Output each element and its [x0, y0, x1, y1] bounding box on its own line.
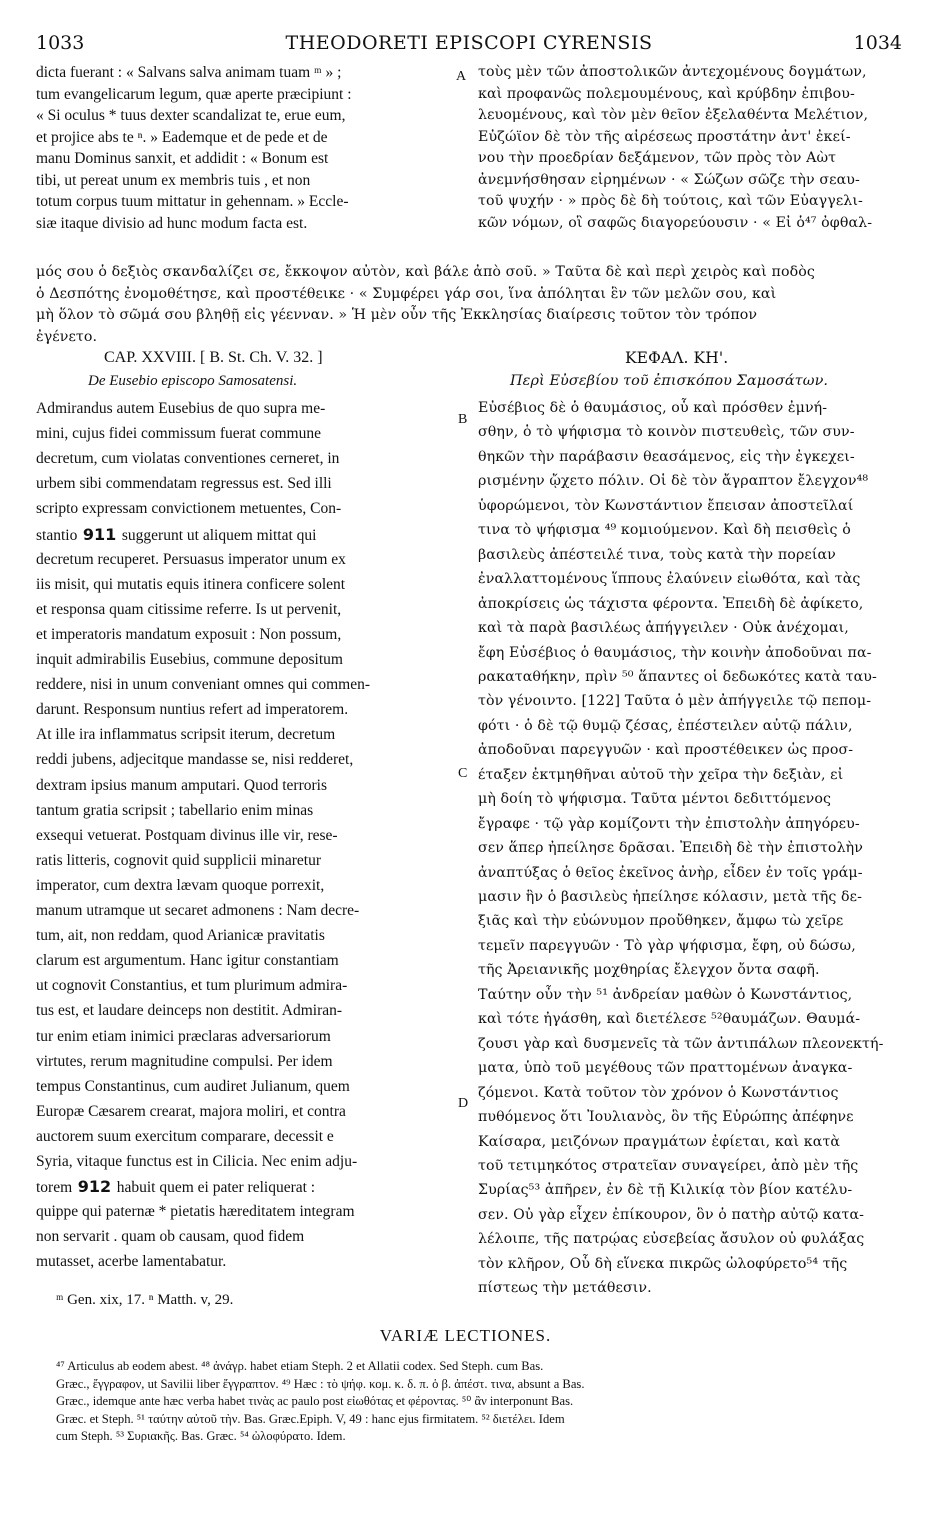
latin-line: dicta fuerant : « Salvans salva animam tuam ᵐ » ;: [36, 64, 342, 81]
margin-letter-b: B: [458, 412, 468, 427]
page-number-right: 1034: [853, 32, 902, 54]
variant-reading-line: cum Steph. ⁵³ Συριακῆς. Bas. Græc. ⁵⁴ ὠλοφύρατο. Idem.: [56, 1429, 346, 1444]
greek-line: πίστεως τὴν μετάθεσιν.: [478, 1280, 652, 1297]
margin-letter-d: D: [458, 1096, 469, 1111]
greek-line: Εὐσέβιος δὲ ὁ θαυμάσιος, οὗ καὶ πρόσθεν ἐμνή-: [478, 400, 828, 416]
greek-line: καὶ τότε ἠγάσθη, καὶ διετέλεσε ⁵²θαυμάζων. Θαυμά-: [478, 1011, 861, 1028]
greek-line: βασιλεὺς ἀπέστειλέ τινα, τοὺς κατὰ τὴν πορείαν: [478, 546, 836, 563]
line-prefix: torem: [36, 1179, 73, 1197]
latin-line: auctorem suum exercitum comparare, decessit e: [36, 1127, 334, 1145]
latin-line: scripto expressam convictionem metuentes, Con-: [36, 500, 342, 518]
latin-line: quippe qui paternæ * pietatis hæreditatem integram: [36, 1203, 355, 1221]
latin-line: ut cognovit Constantius, et tum plurimum admira-: [36, 977, 348, 995]
greek-line: κῶν νόμων, οἳ σαφῶς διαγορεύουσιν · « Εἰ ὁ⁴⁷ ὀφθαλ-: [478, 214, 873, 231]
greek-line: Ταύτην οὖν τὴν ⁵¹ ἀνδρείαν μαθὼν ὁ Κωνστάντιος,: [478, 986, 853, 1003]
greek-line: φότι · ὁ δὲ τῷ θυμῷ ζέσας, ἐπέστειλεν αὐτῷ πάλιν,: [478, 717, 853, 734]
latin-line: ratis litteris, cognovit quid supplicii minaretur: [36, 851, 321, 869]
greek-line: τὸν γένοιντο. [122] Ταῦτα ὁ μὲν ἀπήγγειλε τῷ πεπομ-: [478, 693, 872, 710]
page-number-left: 1033: [36, 32, 85, 54]
latin-line: clarum est argumentum. Hanc igitur constantiam: [36, 952, 339, 970]
greek-line: καὶ προφανῶς πολεμουμένους, καὶ κρύβδην ἐπιβου-: [478, 85, 855, 102]
greek-line: τῆς Ἀρειανικῆς μοχθηρίας ἔλεγχον ὄντα σαφῆ.: [478, 962, 820, 979]
latin-line: et imperatoris mandatum exposuit : Non possum,: [36, 625, 342, 643]
margin-letter-a: A: [456, 69, 467, 84]
greek-line: ἐναλλαττομένους ἵππους ἐλαύνειν εἰωθότα, καὶ τὰς: [478, 571, 861, 588]
latin-line: tus est, et laudare deinceps non destitit. Admiran-: [36, 1002, 343, 1020]
greek-line: τοῦ ψυχήν · » πρὸς δὲ δὴ τούτοις, καὶ τῶν Εὐαγγελι-: [478, 193, 863, 209]
latin-line: At ille ira inflammatus scripsit iterum, decretum: [36, 726, 336, 744]
latin-line: decretum recuperet. Persuasus imperator unum ex: [36, 550, 346, 568]
greek-line: σθην, ὁ τὸ ψήφισμα τὸ κοινὸν πιστευθεὶς, τῶν συν-: [478, 424, 855, 441]
greek-line: έταξεν ἐκτμηθῆναι αὐτοῦ τὴν χεῖρα τὴν δεξιὰν, εἰ: [478, 766, 844, 783]
latin-line: inquit admirabilis Eusebius, commune depositum: [36, 651, 343, 668]
greek-line: λευομένους, καὶ τὸν μὲν θεῖον ἐξελαθέντα Μελέτιον,: [478, 107, 869, 123]
latin-line: dextram ipsius manum amputari. Quod terroris: [36, 776, 327, 794]
latin-line: et responsa quam citissime referre. Is ut pervenit,: [36, 600, 342, 618]
greek-line: ἔγραφε · τῷ γὰρ κομίζοντι τὴν ἐπιστολὴν ἀπηγόρευ-: [478, 815, 860, 832]
latin-line: Admirandus autem Eusebius de quo supra me-: [36, 400, 326, 417]
greek-line: Συρίας⁵³ ἀπῆρεν, ἐν δὲ τῇ Κιλικίᾳ τὸν βίον κατέλυ-: [478, 1182, 853, 1199]
variant-reading-line: ⁴⁷ Articulus ab eodem abest. ⁴⁸ ἀνάγρ. habet etiam Steph. 2 et Allatii codex. Sed Steph. cum Bas.: [56, 1359, 544, 1373]
greek-line: σεν ἅπερ ἠπείλησε δρᾶσαι. Ἐπειδὴ δὲ τὴν ἐπιστολὴν: [478, 840, 863, 857]
running-header: [36, 32, 902, 58]
column-number: 911: [77, 524, 122, 544]
latin-line: [36, 524, 456, 546]
greek-line: ζόμενοι. Κατὰ τοῦτον τὸν χρόνον ὁ Κωνστάντιος: [478, 1084, 839, 1101]
latin-line: virtutes, rerum magnitudine compulsi. Per idem: [36, 1052, 333, 1070]
variant-reading-line: Græc., idemque ante hæc verba habet τινὰς ac paulo post εἰωθότας et φέροντας. ⁵⁰ ἂν interponunt Bas.: [56, 1394, 574, 1409]
latin-line: iis misit, qui mutatis equis itinera conficere solent: [36, 575, 346, 593]
chapter-subtitle-greek: Περὶ Εὐσεβίου τοῦ ἐπισκόπου Σαμοσάτων.: [510, 373, 829, 389]
latin-line: Syria, vitaque functus est in Cilicia. Nec enim adju-: [36, 1153, 358, 1170]
greek-line: Εὐζώϊον δὲ τὸν τῆς αἱρέσεως προστάτην ἀντ' ἐκεί-: [478, 128, 851, 145]
footnotes: ᵐ Gen. xix, 17. ⁿ Matth. v, 29.: [56, 1292, 234, 1308]
latin-line: « Si oculus * tuus dexter scandalizat te, erue eum,: [36, 107, 346, 124]
greek-line: ἀνεμνήσθησαν εἰρημένων · « Σώζων σῶζε τὴν σεαυ-: [478, 171, 860, 188]
latin-line: tempus Constantinus, cum audiret Julianum, quem: [36, 1077, 350, 1095]
greek-line: τοῦ τετιμηκότος στρατεῖαν συναγείρει, ἀπὸ μὲν τῆς: [478, 1157, 859, 1174]
variant-reading-line: Græc., ἔγγραφον, ut Savilii liber ἔγγραπτον. ⁴⁹ Hæc : τὸ ψήφ. κομ. κ. δ. π. ὁ β. ἀπέστ. τινα, absunt a Bas.: [56, 1376, 585, 1391]
latin-line: siæ itaque divisio ad hunc modum facta est.: [36, 214, 308, 232]
greek-full-line: μός σου ὁ δεξιὸς σκανδαλίζει σε, ἔκκοψον αὐτὸν, καὶ βάλε ἀπὸ σοῦ. » Ταῦτα δὲ καὶ περὶ χειρὸς καὶ ποδὸς: [36, 264, 815, 280]
greek-line: ὑφορώμενοι, τὸν Κωνστάντιον ἔπεισαν ἀποστεῖλαί: [478, 497, 854, 514]
greek-line: μασιν ἣν ὁ βασιλεὺς ἠπείλησε κόλασιν, μετὰ τῆς δε-: [478, 889, 862, 905]
latin-line: manum utramque ut secaret admonens : Nam decre-: [36, 902, 360, 919]
greek-line: ἀναπτύξας ὁ θεῖος ἐκεῖνος ἀνὴρ, εἶδεν ἐν τοῖς γράμ-: [478, 864, 863, 881]
greek-line: τεμεῖν παρεγγυῶν · Τὸ γὰρ ψήφισμα, ἔφη, οὐ δώσω,: [478, 937, 856, 954]
latin-line: urbem sibi commendatam regressus est. Sed illi: [36, 475, 332, 493]
greek-line: ξιᾶς καὶ τὴν εὐώνυμον προὔθηκεν, ἄμφω τὼ χεῖρε: [478, 913, 844, 930]
latin-line: reddere, nisi in unum conveniant omnes qui commen-: [36, 676, 371, 694]
latin-line: Europæ Cæsarem crearat, majora moliri, et contra: [36, 1102, 346, 1120]
latin-line: totum corpus tuum mittatur in gehennam. » Eccle-: [36, 193, 349, 210]
greek-line: τινα τὸ ψήφισμα ⁴⁹ κομιούμενον. Καὶ δὴ πεισθεὶς ὁ: [478, 522, 851, 539]
greek-full-line: ἐγένετο.: [36, 328, 98, 345]
column-number: 912: [72, 1177, 117, 1197]
running-title: THEODORETI EPISCOPI CYRENSIS: [285, 32, 653, 54]
greek-line: τοὺς μὲν τῶν ἀποστολικῶν ἀντεχομένους δογμάτων,: [478, 64, 867, 80]
greek-line: σεν. Οὐ γὰρ εἶχεν ἐπίκουρον, ὃν ὁ πατὴρ αὐτῷ κατα-: [478, 1206, 865, 1223]
latin-line: tum evangelicarum legum, quæ aperte præcipiunt :: [36, 85, 352, 103]
variae-lectiones-title: VARIÆ LECTIONES.: [379, 1326, 552, 1345]
greek-line: καὶ τὰ παρὰ βασιλέως ἀπήγγειλεν · Οὐκ ἀνέχομαι,: [478, 620, 849, 637]
greek-line: νου τὴν προεδρίαν δεξάμενον, τῶν πρὸς τὸν Αὼτ: [478, 150, 837, 166]
greek-full-line: μὴ ὅλον τὸ σῶμά σου βληθῇ εἰς γέενναν. » Ἡ μὲν οὖν τῆς Ἐκκλησίας διαίρεσις τοῦτον τὸν τρόπον: [36, 307, 758, 323]
greek-line: ματα, ὑπὸ τοῦ μεγέθους τῶν πραττομένων ἀναγκα-: [478, 1060, 853, 1077]
latin-line: tur enim etiam inimici præclaras adversariorum: [36, 1027, 331, 1045]
latin-line: manu Dominus sanxit, et addidit : « Bonum est: [36, 150, 329, 167]
greek-line: ρισμένην ᾤχετο πόλιν. Οἱ δὲ τὸν ἄγραπτον ἔλεγχον⁴⁸: [478, 473, 869, 490]
latin-line: et projice abs te ⁿ. » Eademque et de pede et de: [36, 128, 328, 146]
latin-line: tantum gratia scripsit ; tabellario enim minas: [36, 801, 314, 819]
latin-line: reddi jubens, adjecitque mandasse se, nisi redderet,: [36, 751, 354, 769]
greek-line: ρακαταθήκην, πρὶν ⁵⁰ ἅπαντες οἱ δεδωκότες κατὰ ταυ-: [478, 668, 877, 685]
latin-line: exsequi vetuerat. Postquam divinus ille vir, rese-: [36, 826, 338, 844]
greek-line: ἀποκρίσεις ὡς τάχιστα φέροντα. Ἐπειδὴ δὲ ἀφίκετο,: [478, 595, 864, 612]
variant-reading-line: Græc. et Steph. ⁵¹ ταύτην αὐτοῦ τὴν. Bas. Græc.Epiph. V, 49 : hanc ejus firmitatem. ⁵² διετέλει. Idem: [56, 1411, 565, 1426]
latin-line: mutasset, acerbe lamentabatur.: [36, 1253, 227, 1271]
greek-line: ἀποδοῦναι παρεγγυῶν · καὶ προστέθεικεν ὡς προσ-: [478, 742, 854, 759]
latin-line: tum, ait, non reddam, quod Arianicæ pravitatis: [36, 927, 325, 945]
chapter-heading-latin: CAP. XXVIII. [ B. St. Ch. V. 32. ]: [104, 349, 323, 366]
chapter-subtitle-latin: De Eusebio episcopo Samosatensi.: [88, 373, 298, 389]
greek-line: ζουσι γὰρ καὶ δυσμενεῖς τὰ τῶν ἀντιπάλων πλεονεκτή-: [478, 1035, 884, 1052]
greek-line: ἔφη Εὐσέβιος ὁ θαυμάσιος, τὴν κοινὴν ἀποδοῦναι πα-: [478, 644, 872, 661]
latin-line: [36, 1176, 456, 1198]
latin-line: imperator, cum dextra lævam quoque porrexit,: [36, 876, 325, 894]
greek-full-line: ὁ Δεσπότης ἐνομοθέτησε, καὶ προστέθεικε · « Συμφέρει γάρ σοι, ἵνα ἀπόληται ἓν τῶν μελῶν σου, καὶ: [36, 285, 777, 302]
chapter-heading-greek: ΚΕΦΑΛ. ΚΗ'.: [625, 349, 729, 367]
line-rest: suggerunt ut aliquem mittat qui: [121, 526, 317, 544]
greek-line: θηκῶν τὴν παράβασιν θεασάμενος, εἰς τὴν ἐγκεχει-: [478, 448, 855, 465]
greek-line: τὸν κλῆρον, Οὗ δὴ εἵνεκα πικρῶς ὠλοφύρετο⁵⁴ τῆς: [478, 1255, 848, 1272]
latin-line: mini, cujus fidei commissum fuerat commune: [36, 425, 321, 443]
latin-line: darunt. Responsum nuntius refert ad imperatorem.: [36, 701, 349, 719]
greek-line: μὴ δοίη τὸ ψήφισμα. Ταῦτα μέντοι δεδιττόμενος: [478, 791, 832, 808]
line-prefix: stantio: [36, 526, 78, 544]
latin-line: decretum, cum violatas conventiones cerneret, in: [36, 450, 340, 468]
latin-line: tibi, ut pereat unum ex membris tuis , et non: [36, 171, 311, 189]
greek-line: λέλοιπε, τῆς πατρῴας εὐσεβείας ἄσυλον οὐ φυλάξας: [478, 1231, 865, 1248]
margin-letter-c: C: [458, 766, 468, 781]
latin-line: non servarit . quam ob causam, quod fidem: [36, 1228, 305, 1246]
line-rest: habuit quem ei pater reliquerat :: [116, 1179, 316, 1197]
greek-line: πυθόμενος ὅτι Ἰουλιανὸς, ὃν τῆς Εὐρώπης ἀπέφηνε: [478, 1109, 854, 1126]
greek-line: Καίσαρα, μειζόνων πραγμάτων ἐφίεται, καὶ κατὰ: [478, 1133, 841, 1150]
